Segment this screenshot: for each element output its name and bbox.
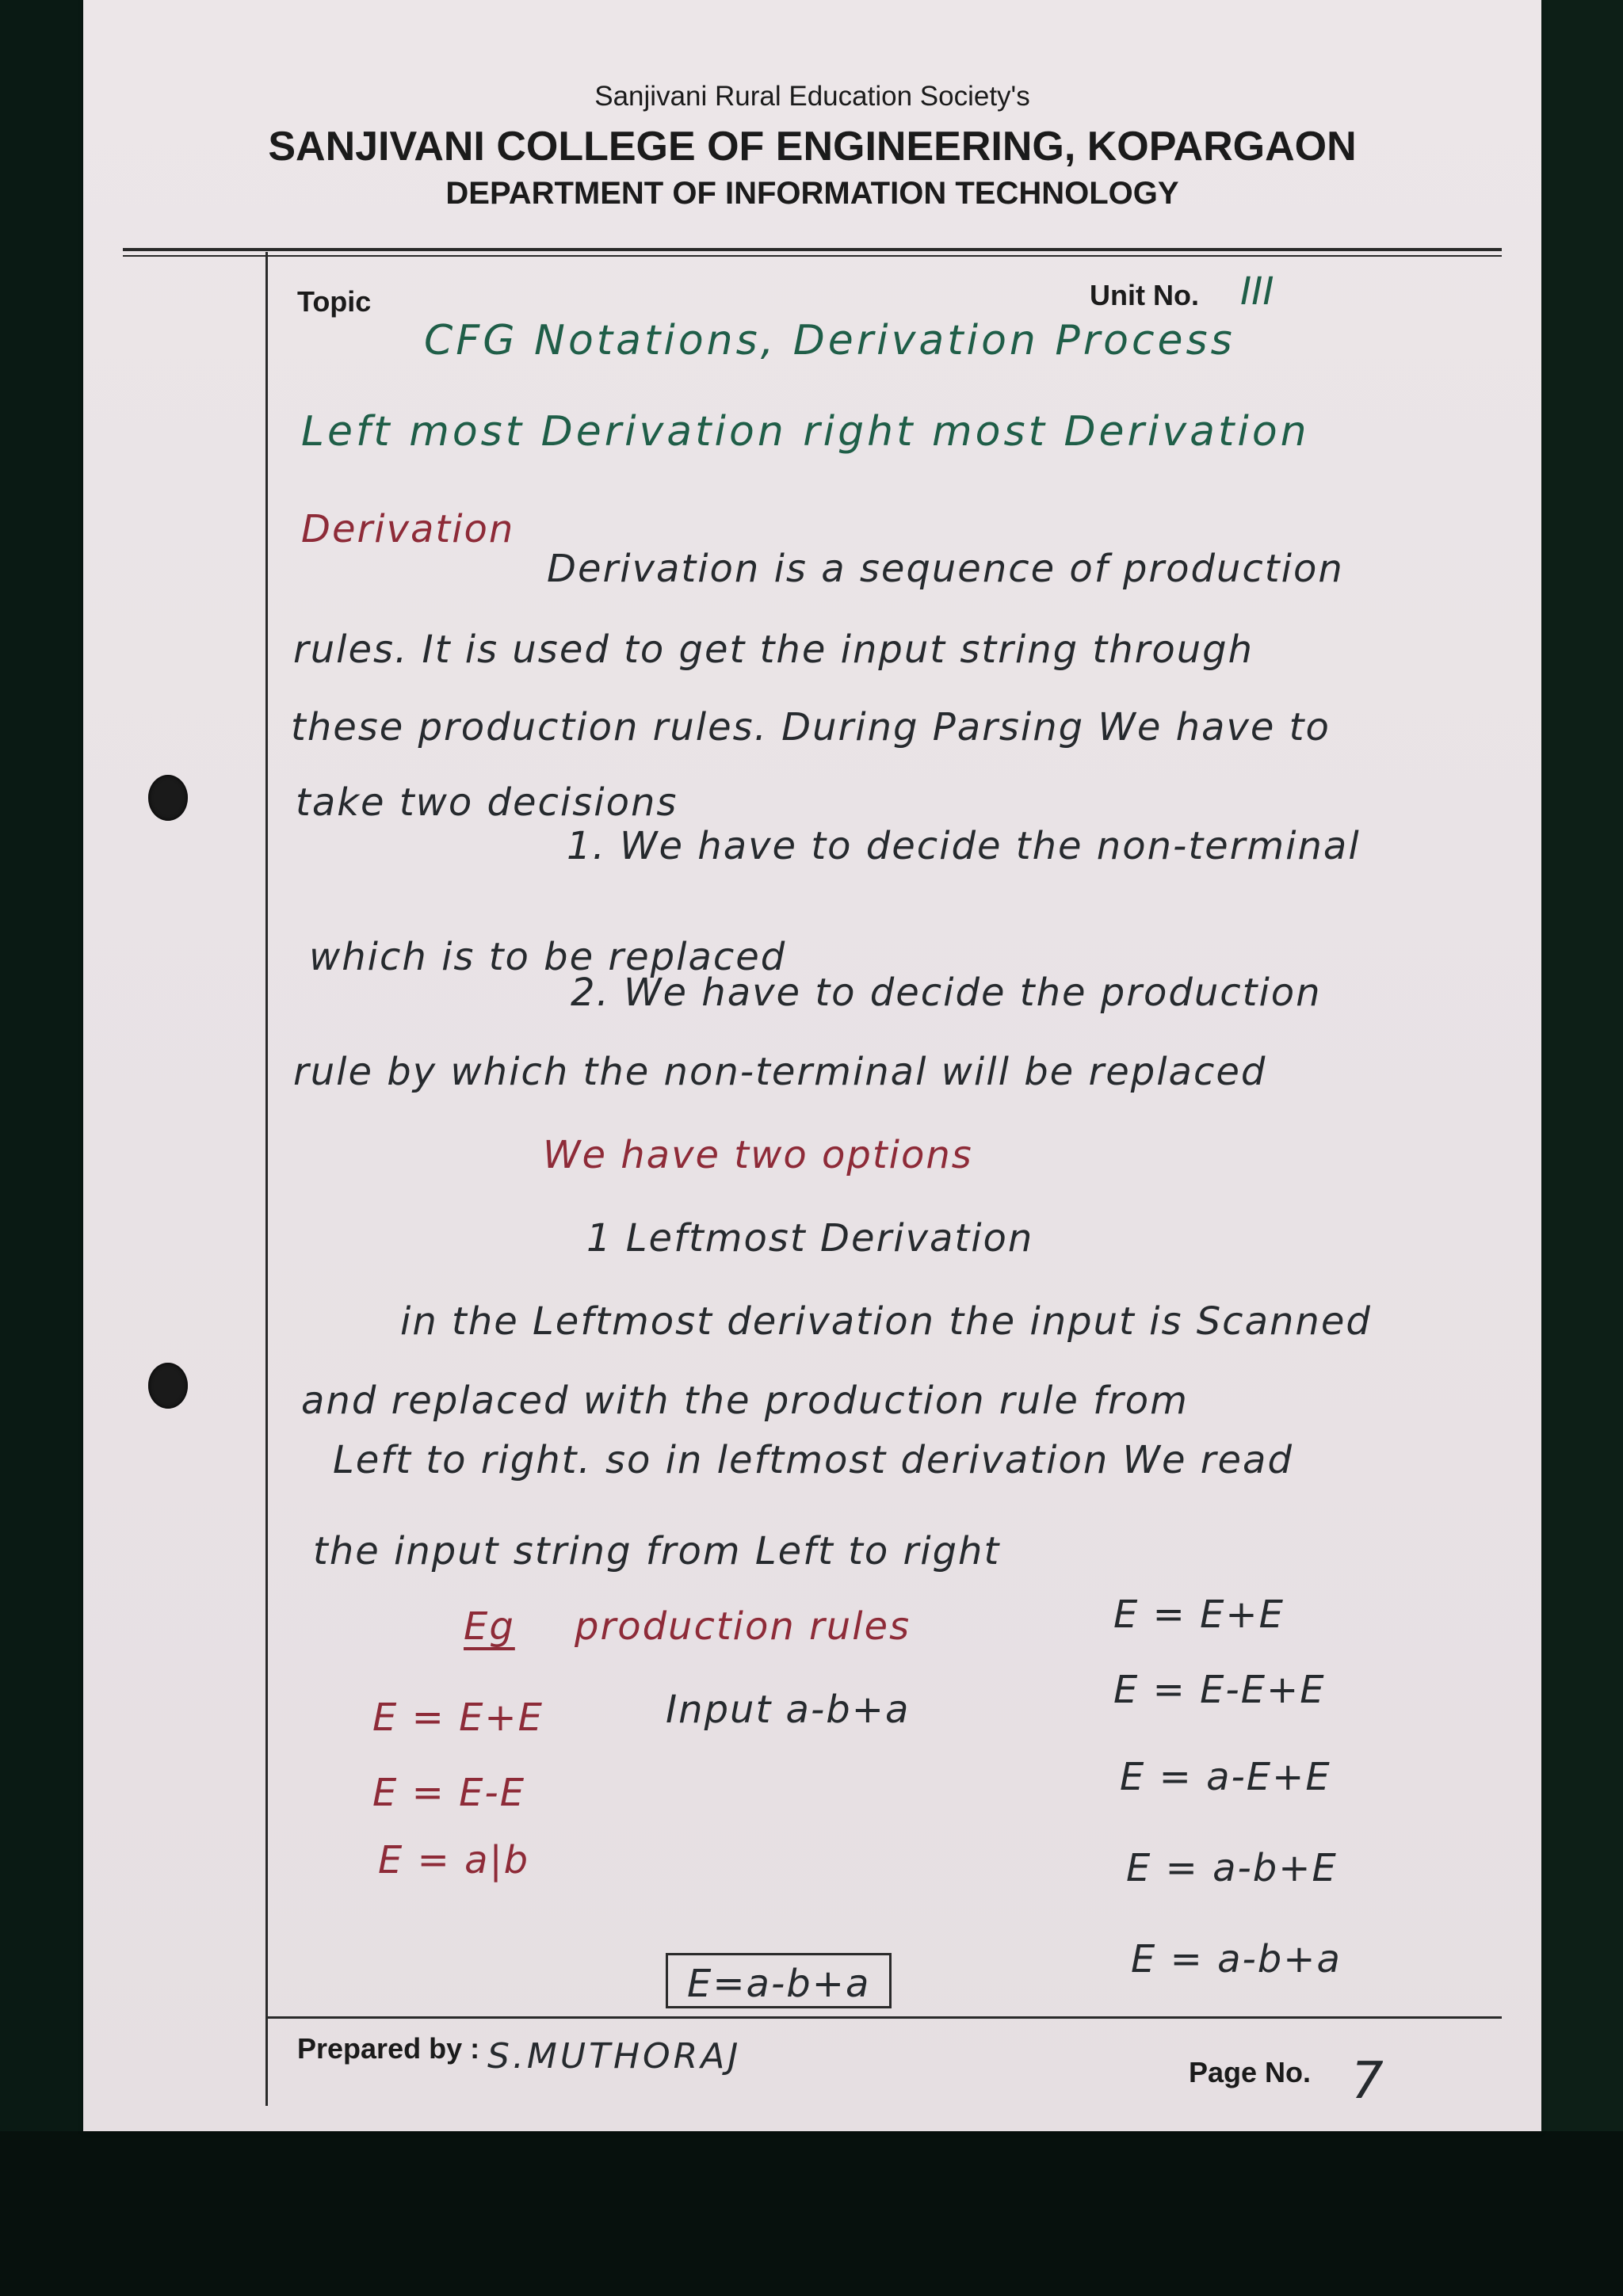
topic-subtitle: Left most Derivation right most Derivation	[301, 408, 1310, 456]
header-rule	[123, 248, 1502, 251]
leftmost-heading: 1 Leftmost Derivation	[586, 1216, 1034, 1261]
punch-hole-icon	[148, 1363, 188, 1409]
unit-label: Unit No.	[1090, 279, 1199, 311]
note-line: rules. It is used to get the input string through	[293, 627, 1254, 672]
production-rule: E = E+E	[372, 1695, 544, 1740]
society-name: Sanjivani Rural Education Society's	[594, 81, 1030, 112]
topic-label: Topic	[297, 285, 372, 318]
header-rule-thin	[123, 255, 1502, 257]
topic-title: CFG Notations, Derivation Process	[424, 317, 1235, 364]
example-heading: production rules	[575, 1604, 911, 1649]
punch-hole-icon	[148, 775, 188, 821]
notebook-page	[83, 0, 1541, 2131]
prepared-label: Prepared by :	[297, 2032, 480, 2065]
note-line: rule by which the non-terminal will be replaced	[293, 1050, 1267, 1094]
example-label: Eg	[464, 1604, 515, 1649]
derivation-step: E = a-b+E	[1126, 1846, 1338, 1890]
note-line: the input string from Left to right	[313, 1529, 1001, 1573]
result-box: E=a-b+a	[666, 1953, 892, 2008]
note-line: take two decisions	[296, 780, 678, 825]
note-line: and replaced with the production rule from	[301, 1379, 1189, 1423]
derivation-step: E = E-E+E	[1113, 1668, 1326, 1712]
production-rule: E = a|b	[378, 1838, 530, 1882]
derivation-step: E = a-b+a	[1131, 1937, 1342, 1981]
note-line: Left to right. so in leftmost derivation We read	[333, 1438, 1293, 1482]
page-label: Page No.	[1189, 2056, 1312, 2088]
note-line: 2. We have to decide the production	[571, 971, 1322, 1015]
department-name: DEPARTMENT OF INFORMATION TECHNOLOGY	[445, 176, 1179, 211]
background-bottom	[0, 2131, 1623, 2296]
note-line: which is to be replaced	[309, 935, 787, 979]
background-left	[0, 0, 83, 2296]
section-heading: Derivation	[301, 507, 515, 551]
margin-line	[265, 252, 268, 2106]
footer-rule	[265, 2016, 1502, 2019]
college-name: SANJIVANI COLLEGE OF ENGINEERING, KOPARGAON	[268, 124, 1357, 170]
input-string: Input a-b+a	[666, 1688, 911, 1732]
unit-value: III	[1240, 269, 1274, 314]
note-line: these production rules. During Parsing We have to	[291, 705, 1331, 749]
note-line: Derivation is a sequence of production	[547, 547, 1344, 591]
derivation-step: E = a-E+E	[1120, 1755, 1331, 1799]
note-line: 1. We have to decide the non-terminal	[567, 824, 1361, 868]
derivation-step: E = E+E	[1113, 1592, 1285, 1637]
prepared-value: S.MUTHORAJ	[487, 2036, 742, 2077]
page-number: 7	[1351, 2052, 1384, 2111]
note-line: in the Leftmost derivation the input is Scanned	[400, 1299, 1372, 1344]
options-heading: We have two options	[543, 1133, 973, 1177]
production-rule: E = E-E	[372, 1771, 526, 1815]
